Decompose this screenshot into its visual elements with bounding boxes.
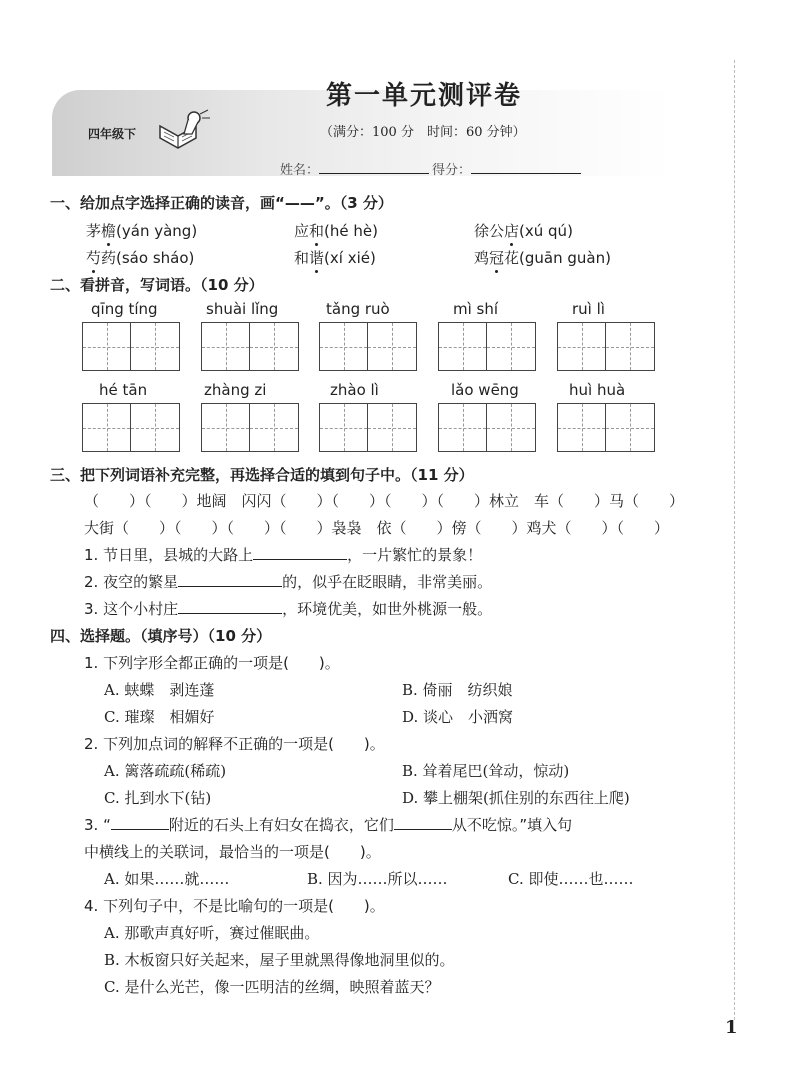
name-label: 姓名： bbox=[280, 159, 429, 178]
option[interactable]: C. 是什么光芒，像一匹明洁的丝绸，映照着蓝天？ bbox=[104, 978, 440, 996]
option[interactable]: A. 蛱蝶 剥连蓬 bbox=[104, 681, 215, 699]
q1-heading: 一、给加点字选择正确的读音，画“——”。（3 分） bbox=[50, 194, 393, 212]
option[interactable]: C. 璀璨 相媚好 bbox=[104, 708, 215, 726]
option[interactable]: B. 因为……所以…… bbox=[307, 870, 448, 888]
q4-heading: 四、选择题。（填序号）（10 分） bbox=[50, 627, 272, 645]
q1-item: 应和(hé hè) bbox=[294, 222, 378, 240]
option[interactable]: D. 攀上棚架(抓住别的东西往上爬) bbox=[402, 789, 630, 807]
option[interactable]: A. 篱落疏疏(稀疏) bbox=[104, 762, 227, 780]
blank[interactable] bbox=[111, 829, 169, 830]
question-3-cont: 中横线上的关联词，最恰当的一项是( )。 bbox=[84, 843, 381, 861]
idiom-line: 大街（ ）（ ）（ ）（ ）袅袅 依（ ）傍（ ）鸡犬（ ）（ ） bbox=[84, 519, 670, 537]
option[interactable]: D. 谈心 小洒窝 bbox=[402, 708, 514, 726]
q3-heading: 三、把下列词语补充完整，再选择合适的填到句子中。（11 分） bbox=[50, 466, 474, 484]
q1-item: 徐公店(xú qú) bbox=[474, 222, 573, 240]
q1-item: 鸡冠花(guān guàn) bbox=[474, 249, 611, 267]
question-1: 1. 下列字形全都正确的一项是( )。 bbox=[84, 654, 340, 672]
writing-grid[interactable] bbox=[201, 322, 299, 371]
name-field[interactable] bbox=[319, 173, 429, 174]
option[interactable]: C. 扎到水下(钻) bbox=[104, 789, 212, 807]
option[interactable]: B. 木板窗只好关起来，屋子里就黑得像地洞里似的。 bbox=[104, 951, 455, 969]
pinyin-label: zhào lì bbox=[330, 381, 379, 399]
q1-item: 和谐(xí xié) bbox=[294, 249, 376, 267]
score-label: 得分： bbox=[432, 159, 581, 178]
pinyin-label: qīng tíng bbox=[91, 300, 158, 318]
sentence-2: 2. 夜空的繁星 的，似乎在眨眼睛，非常美丽。 bbox=[84, 573, 493, 591]
writing-grid[interactable] bbox=[438, 322, 536, 371]
writing-grid[interactable] bbox=[557, 322, 655, 371]
page-title: 第一单元测评卷 bbox=[326, 81, 523, 111]
writing-grid[interactable] bbox=[557, 403, 655, 452]
page-number: 1 bbox=[725, 1017, 738, 1038]
pinyin-label: huì huà bbox=[569, 381, 626, 399]
writing-grid[interactable] bbox=[319, 322, 417, 371]
idiom-line: （ ）（ ）地阔 闪闪（ ）（ ）（ ）（ ）林立 车（ ）马（ ） bbox=[84, 492, 685, 510]
sentence-1: 1. 节日里，县城的大路上 ，一片繁忙的景象！ bbox=[84, 546, 483, 564]
blank[interactable] bbox=[178, 586, 282, 587]
question-4: 4. 下列句子中，不是比喻句的一项是( )。 bbox=[84, 897, 385, 915]
blank[interactable] bbox=[178, 613, 282, 614]
q1-item: 茅檐(yán yàng) bbox=[86, 222, 198, 240]
exam-info: （满分：100 分 时间：60 分钟） bbox=[320, 125, 526, 140]
writing-grid[interactable] bbox=[82, 322, 180, 371]
option[interactable]: C. 即使……也…… bbox=[508, 870, 634, 888]
q1-item: 芍药(sáo sháo) bbox=[86, 249, 195, 267]
pinyin-label: zhàng zi bbox=[204, 381, 267, 399]
score-field[interactable] bbox=[471, 173, 581, 174]
blank[interactable] bbox=[394, 829, 452, 830]
writing-grid[interactable] bbox=[82, 403, 180, 452]
pinyin-label: lǎo wēng bbox=[451, 381, 519, 399]
blank[interactable] bbox=[253, 559, 347, 560]
grade-label: 四年级下 bbox=[88, 127, 137, 141]
pinyin-label: tǎng ruò bbox=[326, 300, 390, 318]
writing-grid[interactable] bbox=[201, 403, 299, 452]
option[interactable]: B. 耸着尾巴(耸动，惊动) bbox=[402, 762, 570, 780]
writing-grid[interactable] bbox=[438, 403, 536, 452]
writing-grid[interactable] bbox=[319, 403, 417, 452]
option[interactable]: B. 倚丽 纺织娘 bbox=[402, 681, 513, 699]
option[interactable]: A. 如果……就…… bbox=[104, 870, 230, 888]
pinyin-label: ruì lì bbox=[572, 300, 605, 318]
question-2: 2. 下列加点词的解释不正确的一项是( )。 bbox=[84, 735, 385, 753]
question-3: 3. “ 附近的石头上有妇女在捣衣，它们 从不吃惊。”填入句 bbox=[84, 816, 573, 834]
sentence-3: 3. 这个小村庄 ，环境优美，如世外桃源一般。 bbox=[84, 600, 493, 618]
pinyin-label: shuài lǐng bbox=[206, 300, 279, 318]
pinyin-label: mì shí bbox=[453, 300, 499, 318]
pinyin-label: hé tān bbox=[99, 381, 148, 399]
margin-rule bbox=[734, 60, 735, 1020]
option[interactable]: A. 那歌声真好听，赛过催眠曲。 bbox=[104, 924, 320, 942]
book-icon bbox=[156, 108, 212, 158]
q2-heading: 二、看拼音，写词语。（10 分） bbox=[50, 276, 264, 294]
